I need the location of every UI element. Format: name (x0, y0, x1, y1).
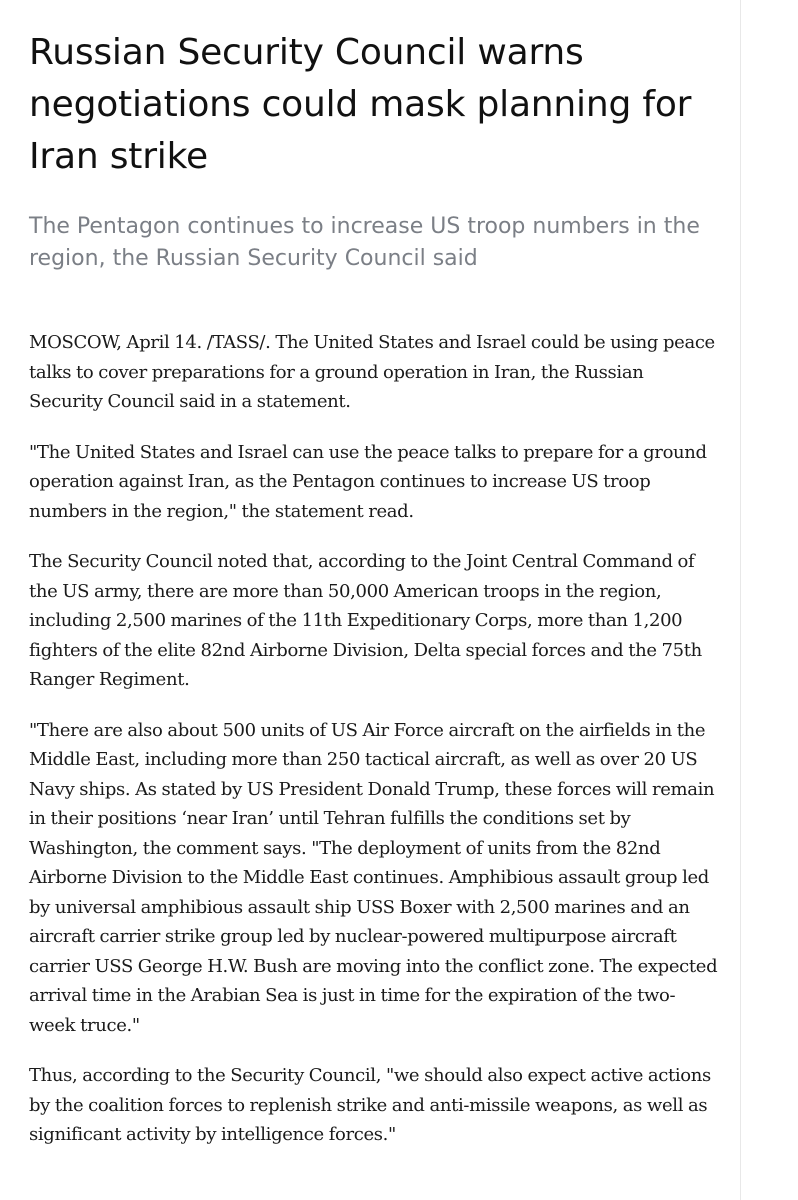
article-paragraph: The Security Council noted that, according to the Joint Central Command of the US army, there are more than 50,000 American troops in the region, including 2,500 marines of the 11th Expeditionary Corps, more than 1,200 fighters of the elite 82nd Airborne Division, Delta special forces and the 75th Ranger Regiment. (29, 551, 702, 690)
side-divider (740, 0, 741, 1200)
article-subtitle: The Pentagon continues to increase US troop numbers in the region, the Russian Security Council said (29, 214, 700, 271)
article-headline: Russian Security Council warns negotiations could mask planning for Iran strike (29, 32, 692, 177)
article-paragraph: Thus, according to the Security Council, "we should also expect active actions by the coalition forces to replenish strike and anti-missile weapons, as well as significant activity by intelligence forces." (29, 1065, 711, 1145)
article-body (29, 275, 719, 1150)
article-paragraph: "There are also about 500 units of US Air Force aircraft on the airfields in the Middle East, including more than 250 tactical aircraft, as well as over 20 US Navy ships. As stated by US President Donald Trump, these forces will remain in their positions ‘near Iran’ until Tehran fulfills the conditions set by Washington, the comment says. "The deployment of units from the 82nd Airborne Division to the Middle East continues. Amphibious assault group led by universal amphibious assault ship USS Boxer with 2,500 marines and an aircraft carrier strike group led by nuclear-powered multipurpose aircraft carrier USS George H.W. Bush are moving into the conflict zone. The expected arrival time in the Arabian Sea is just in time for the expiration of the two-week truce." (29, 719, 718, 1036)
article (29, 0, 719, 1171)
article-paragraph: MOSCOW, April 14. /TASS/. The United States and Israel could be using peace talks to cover preparations for a ground operation in Iran, the Russian Security Council said in a statement. (29, 332, 715, 412)
article-paragraph: "The United States and Israel can use the peace talks to prepare for a ground operation against Iran, as the Pentagon continues to increase US troop numbers in the region," the statement read. (29, 441, 707, 522)
